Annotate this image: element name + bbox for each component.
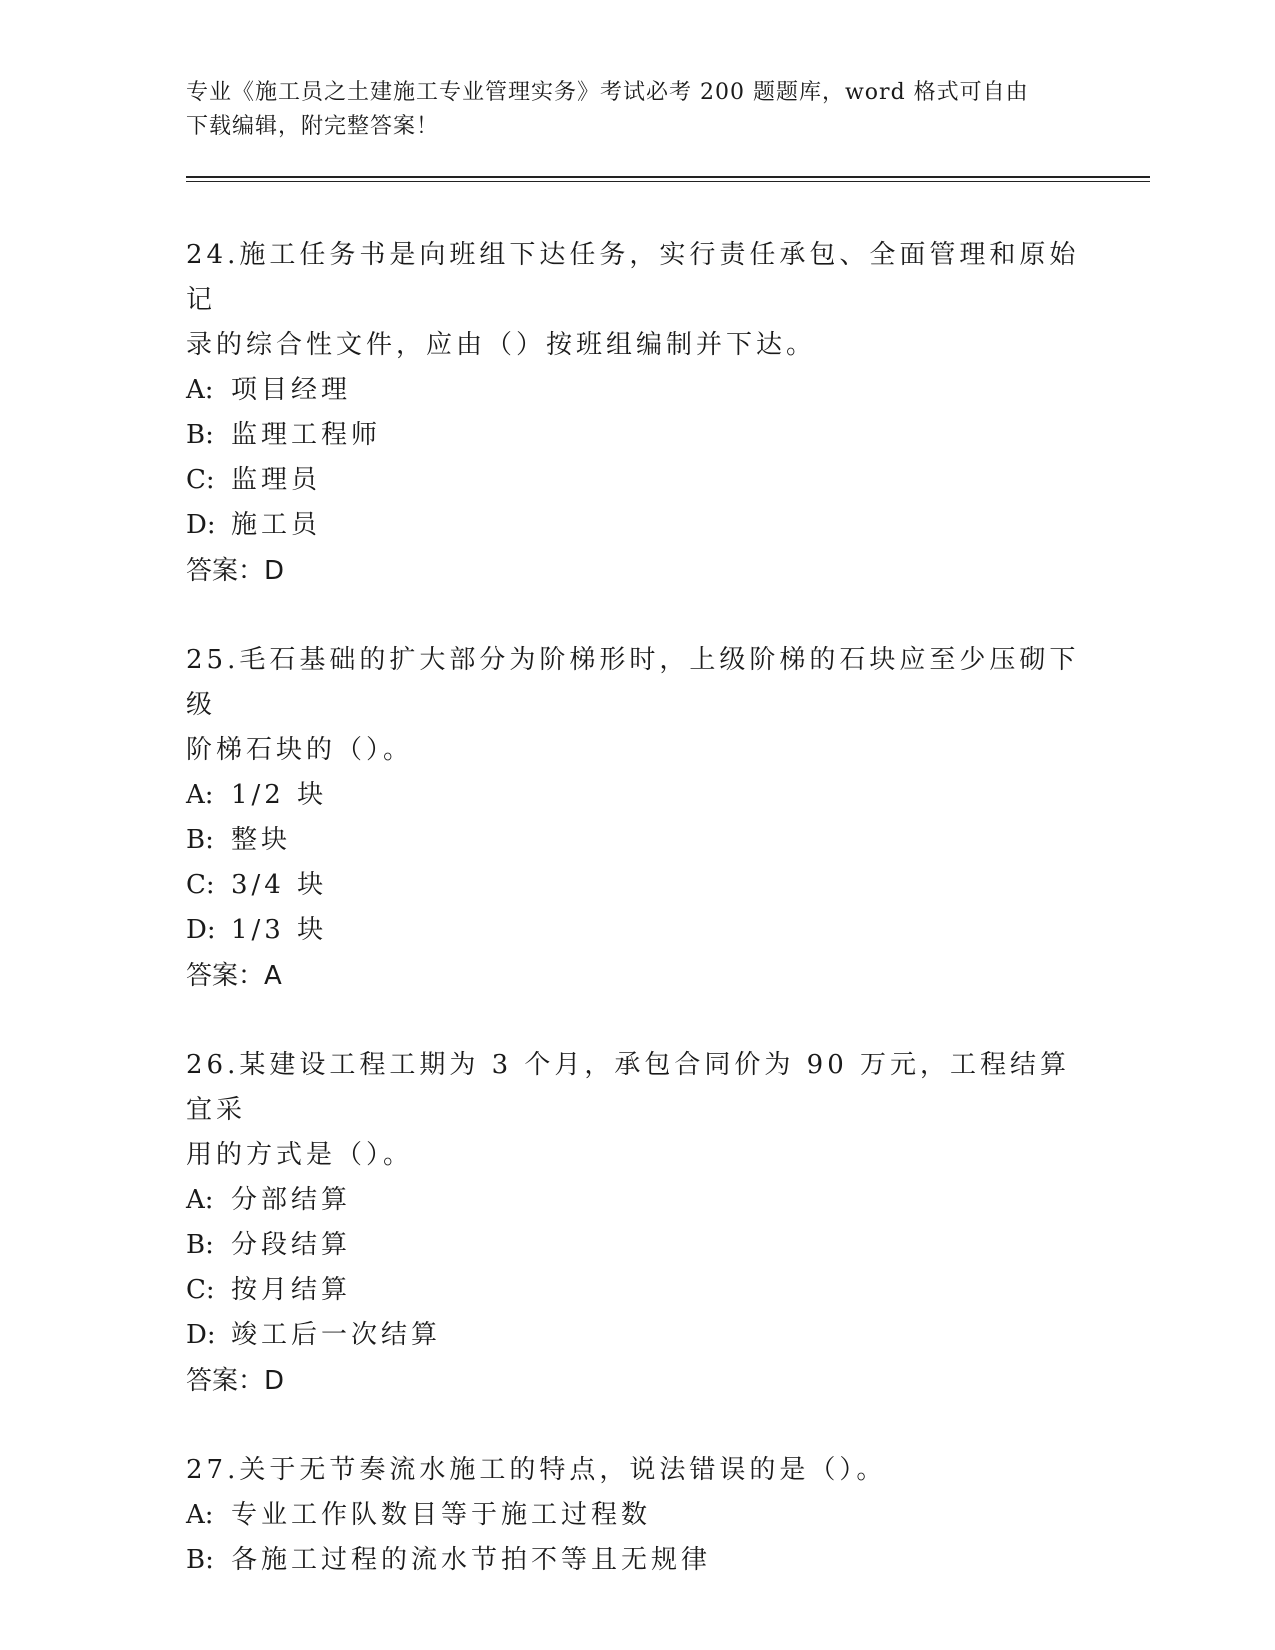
option-c <box>186 1268 1086 1313</box>
option-text: 竣工后一次结算 <box>231 1320 442 1350</box>
option-b <box>186 818 1086 863</box>
option-text: 分部结算 <box>231 1185 352 1215</box>
option-label: D: <box>186 915 216 945</box>
option-text: 整块 <box>231 825 292 855</box>
answer-line: 答案：D <box>186 556 285 586</box>
option-label: C: <box>186 1275 215 1305</box>
option-label: C: <box>186 870 215 900</box>
option-d <box>186 908 1086 953</box>
answer-line: 答案：D <box>186 1366 285 1396</box>
option-b <box>186 413 1086 458</box>
document-header <box>186 76 1066 144</box>
question-stem-line: 24.施工任务书是向班组下达任务，实行责任承包、全面管理和原始记 <box>186 240 1080 315</box>
option-label: A: <box>186 780 214 810</box>
question-stem-line: 阶梯石块的（）。 <box>186 735 414 765</box>
option-text: 监理员 <box>231 465 322 495</box>
option-label: A: <box>186 1185 214 1215</box>
option-a <box>186 773 1086 818</box>
option-label: B: <box>186 825 214 855</box>
option-text: 项目经理 <box>231 375 352 405</box>
option-text: 专业工作队数目等于施工过程数 <box>231 1500 652 1530</box>
option-text: 3/4 块 <box>231 870 328 900</box>
option-text: 1/2 块 <box>231 780 328 810</box>
question-24 <box>186 233 1086 594</box>
option-a <box>186 1178 1086 1223</box>
option-text: 1/3 块 <box>231 915 328 945</box>
option-d <box>186 1313 1086 1358</box>
question-stem-line: 26.某建设工程工期为 3 个月，承包合同价为 90 万元，工程结算宜采 <box>186 1050 1071 1125</box>
option-text: 按月结算 <box>231 1275 352 1305</box>
option-label: D: <box>186 510 216 540</box>
option-label: A: <box>186 1500 214 1530</box>
question-stem-line: 录的综合性文件，应由（）按班组编制并下达。 <box>186 330 817 360</box>
question-stem-line: 25.毛石基础的扩大部分为阶梯形时，上级阶梯的石块应至少压砌下级 <box>186 645 1080 720</box>
option-label: C: <box>186 465 215 495</box>
header-line-2: 下载编辑，附完整答案！ <box>186 114 440 139</box>
option-text: 监理工程师 <box>231 420 382 450</box>
question-stem-line: 用的方式是（）。 <box>186 1140 414 1170</box>
option-text: 分段结算 <box>231 1230 352 1260</box>
option-text: 各施工过程的流水节拍不等且无规律 <box>231 1545 712 1575</box>
option-b <box>186 1538 1086 1583</box>
answer-line: 答案：A <box>186 961 282 991</box>
option-label: D: <box>186 1320 216 1350</box>
header-rule-thick <box>186 176 1150 178</box>
question-26 <box>186 1043 1086 1404</box>
question-list <box>186 233 1086 1627</box>
option-text: 施工员 <box>231 510 322 540</box>
option-label: A: <box>186 375 214 405</box>
option-d <box>186 503 1086 548</box>
option-label: B: <box>186 1545 214 1575</box>
option-c <box>186 863 1086 908</box>
question-27 <box>186 1448 1086 1583</box>
option-label: B: <box>186 1230 214 1260</box>
option-a <box>186 1493 1086 1538</box>
question-stem-line: 27.关于无节奏流水施工的特点，说法错误的是（）。 <box>186 1455 887 1485</box>
option-c <box>186 458 1086 503</box>
option-a <box>186 368 1086 413</box>
header-line-1: 专业《施工员之土建施工专业管理实务》考试必考 200 题题库，word 格式可自由 <box>186 80 1029 105</box>
option-b <box>186 1223 1086 1268</box>
option-label: B: <box>186 420 214 450</box>
question-25 <box>186 638 1086 999</box>
header-rule-thin <box>186 181 1150 182</box>
